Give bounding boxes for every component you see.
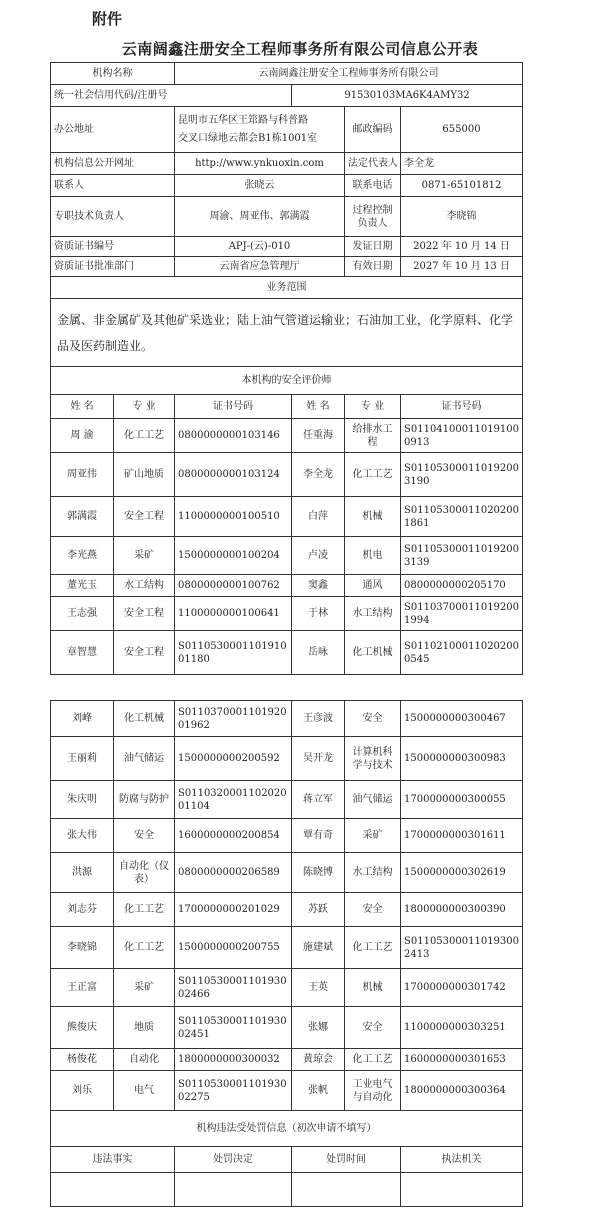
evaluator-major-1: 自动化 xyxy=(114,1049,175,1071)
evaluator-cert-2: 1800000000300390 xyxy=(401,893,523,927)
evaluator-cert-2: 1500000000302619 xyxy=(401,853,523,893)
evaluator-name-2: 覃有奇 xyxy=(292,819,345,853)
evaluator-name-1: 李光燕 xyxy=(51,537,114,575)
evaluator-major-1: 安全 xyxy=(114,819,175,853)
evaluator-name-1: 王志强 xyxy=(51,597,114,631)
evaluator-major-2: 化工工艺 xyxy=(345,1049,401,1071)
evaluator-major-2: 化工机械 xyxy=(345,631,401,675)
evaluator-name-2: 黄琼会 xyxy=(292,1049,345,1071)
evaluator-name-2: 白萍 xyxy=(292,497,345,537)
website-label: 机构信息公开网址 xyxy=(51,153,175,175)
evaluator-cert-2: S011053000110193002413 xyxy=(401,927,523,969)
evaluator-major-1: 电气 xyxy=(114,1071,175,1111)
evaluator-rows-page1 xyxy=(51,419,523,675)
evaluator-row xyxy=(51,419,523,453)
evaluator-name-1: 郭满霞 xyxy=(51,497,114,537)
evaluator-rows-page2 xyxy=(51,701,523,1111)
evaluator-cert-2: 1100000000303251 xyxy=(401,1007,523,1049)
evaluator-cert-1: S011032000110202001104 xyxy=(175,781,292,819)
valid-date-value: 2027 年 10 月 13 日 xyxy=(401,257,523,277)
address-line-1: 昆明市五华区王筇路与科普路 xyxy=(178,114,308,126)
legal-rep-label: 法定代表人 xyxy=(345,153,401,175)
evaluator-major-2: 化工工艺 xyxy=(345,453,401,497)
cert-no-label: 资质证书编号 xyxy=(51,237,175,257)
col-header-cert-1: 证书号码 xyxy=(175,395,292,419)
evaluator-cert-1: S011053000110193002451 xyxy=(175,1007,292,1049)
process-lead-value: 李晓锦 xyxy=(401,197,523,237)
evaluator-cert-2: S011037000110192001994 xyxy=(401,597,523,631)
row-credit-code xyxy=(51,85,523,107)
evaluator-cert-2: 1800000000300364 xyxy=(401,1071,523,1111)
credit-code-label: 统一社会信用代码/注册号 xyxy=(51,85,292,107)
evaluator-cert-1: 1600000000200854 xyxy=(175,819,292,853)
evaluator-major-2: 油气储运 xyxy=(345,781,401,819)
evaluator-major-2: 水工结构 xyxy=(345,853,401,893)
evaluator-cert-1: 1100000000100510 xyxy=(175,497,292,537)
page-title: 云南阔鑫注册安全工程师事务所有限公司信息公开表 xyxy=(121,40,479,58)
row-approval-dept xyxy=(51,257,523,277)
evaluator-row xyxy=(51,1007,523,1049)
attachment-label: 附件 xyxy=(92,10,123,28)
evaluator-major-2: 计算机科学与技术 xyxy=(345,737,401,781)
evaluator-major-1: 水工结构 xyxy=(114,575,175,597)
penalty-empty-row xyxy=(51,1173,523,1207)
evaluator-name-1: 刘志芬 xyxy=(51,893,114,927)
approval-dept-label: 资质证书批准部门 xyxy=(51,257,175,277)
evaluator-cert-1: S011037000110192001962 xyxy=(175,701,292,737)
evaluator-row xyxy=(51,853,523,893)
row-cert-no xyxy=(51,237,523,257)
evaluator-name-1: 杨俊花 xyxy=(51,1049,114,1071)
evaluator-cert-1: S011053000110193002466 xyxy=(175,969,292,1007)
evaluators-label: 本机构的安全评价师 xyxy=(51,367,523,395)
evaluator-name-1: 刘峰 xyxy=(51,701,114,737)
penalty-authority-cell xyxy=(401,1173,523,1207)
info-table-page2 xyxy=(50,700,523,1207)
evaluator-cert-1: 1500000000200592 xyxy=(175,737,292,781)
evaluator-cert-1: 0800000000100762 xyxy=(175,575,292,597)
evaluator-cert-1: 0800000000206589 xyxy=(175,853,292,893)
evaluator-major-2: 机械 xyxy=(345,969,401,1007)
col-header-name-2: 姓 名 xyxy=(292,395,345,419)
evaluator-major-2: 机电 xyxy=(345,537,401,575)
evaluator-name-1: 章智慧 xyxy=(51,631,114,675)
row-org-name xyxy=(51,63,523,85)
evaluator-row xyxy=(51,1049,523,1071)
evaluator-cert-2: 1700000000300055 xyxy=(401,781,523,819)
evaluator-name-1: 董光玉 xyxy=(51,575,114,597)
evaluator-cert-2: 1600000000301653 xyxy=(401,1049,523,1071)
evaluator-major-1: 地质 xyxy=(114,1007,175,1049)
tech-lead-value: 周渝、周亚伟、郭满霞 xyxy=(175,197,345,237)
evaluator-name-2: 张帆 xyxy=(292,1071,345,1111)
evaluator-name-1: 朱庆明 xyxy=(51,781,114,819)
evaluator-cert-2: 1500000000300983 xyxy=(401,737,523,781)
penalty-header-decision: 处罚决定 xyxy=(175,1147,292,1173)
evaluator-cert-2: 1700000000301742 xyxy=(401,969,523,1007)
evaluator-row xyxy=(51,537,523,575)
tech-lead-label: 专职技术负责人 xyxy=(51,197,175,237)
evaluator-cert-1: S011053000110191001180 xyxy=(175,631,292,675)
evaluator-major-2: 化工工艺 xyxy=(345,927,401,969)
valid-date-label: 有效日期 xyxy=(345,257,401,277)
evaluator-major-1: 自动化（仪表） xyxy=(114,853,175,893)
evaluator-name-2: 任重海 xyxy=(292,419,345,453)
evaluator-major-2: 安全 xyxy=(345,893,401,927)
evaluator-cert-1: 1500000000200755 xyxy=(175,927,292,969)
phone-value: 0871-65101812 xyxy=(401,175,523,197)
evaluator-cert-1: S011053000110193002275 xyxy=(175,1071,292,1111)
evaluator-column-headers xyxy=(51,395,523,419)
evaluator-cert-1: 1800000000300032 xyxy=(175,1049,292,1071)
evaluator-name-1: 王正富 xyxy=(51,969,114,1007)
evaluator-row xyxy=(51,631,523,675)
process-lead-label: 过程控制负责人 xyxy=(345,197,401,237)
row-evaluator-header xyxy=(51,367,523,395)
evaluator-row xyxy=(51,701,523,737)
contact-value: 张晓云 xyxy=(175,175,345,197)
website-link[interactable]: http://www.ynkuoxin.com xyxy=(175,153,345,175)
scope-text: 金属、非金属矿及其他矿采选业；陆上油气管道运输业；石油加工业，化学原料、化学品及医药制造业。 xyxy=(51,299,523,367)
row-contact xyxy=(51,175,523,197)
scope-label: 业务范围 xyxy=(51,277,523,299)
row-scope-text xyxy=(51,299,523,367)
evaluator-major-1: 安全工程 xyxy=(114,497,175,537)
evaluator-row xyxy=(51,893,523,927)
info-table-page1 xyxy=(50,62,523,675)
evaluator-name-2: 施建斌 xyxy=(292,927,345,969)
evaluator-name-1: 洪源 xyxy=(51,853,114,893)
evaluator-name-1: 张大伟 xyxy=(51,819,114,853)
evaluator-name-2: 窦鑫 xyxy=(292,575,345,597)
row-tech-lead xyxy=(51,197,523,237)
evaluator-cert-2: 1500000000300467 xyxy=(401,701,523,737)
penalty-header-time: 处罚时间 xyxy=(292,1147,401,1173)
issue-date-label: 发证日期 xyxy=(345,237,401,257)
evaluator-major-1: 化工机械 xyxy=(114,701,175,737)
evaluator-major-2: 通风 xyxy=(345,575,401,597)
evaluator-major-1: 化工工艺 xyxy=(114,419,175,453)
evaluator-major-2: 给排水工程 xyxy=(345,419,401,453)
evaluator-name-1: 熊俊庆 xyxy=(51,1007,114,1049)
evaluator-row xyxy=(51,575,523,597)
evaluator-cert-2: S011053000110192003139 xyxy=(401,537,523,575)
row-penalty-header xyxy=(51,1111,523,1147)
evaluator-cert-2: 1700000000301611 xyxy=(401,819,523,853)
address-line-2: 交叉口绿地云都会B1栋1001室 xyxy=(178,132,318,144)
evaluator-cert-2: 0800000000205170 xyxy=(401,575,523,597)
evaluator-major-1: 矿山地质 xyxy=(114,453,175,497)
evaluator-name-2: 苏跃 xyxy=(292,893,345,927)
evaluator-major-2: 安全 xyxy=(345,701,401,737)
evaluator-major-1: 化工工艺 xyxy=(114,927,175,969)
evaluator-cert-1: 1700000000201029 xyxy=(175,893,292,927)
evaluator-row xyxy=(51,927,523,969)
evaluator-name-1: 王丽莉 xyxy=(51,737,114,781)
evaluator-major-1: 油气储运 xyxy=(114,737,175,781)
evaluator-major-1: 化工工艺 xyxy=(114,893,175,927)
evaluator-major-2: 机械 xyxy=(345,497,401,537)
evaluator-name-1: 周亚伟 xyxy=(51,453,114,497)
row-website xyxy=(51,153,523,175)
contact-label: 联系人 xyxy=(51,175,175,197)
row-scope-header xyxy=(51,277,523,299)
evaluator-cert-2: S011053000110202001861 xyxy=(401,497,523,537)
evaluator-name-2: 吴开龙 xyxy=(292,737,345,781)
evaluator-major-1: 采矿 xyxy=(114,537,175,575)
col-header-name-1: 姓 名 xyxy=(51,395,114,419)
evaluator-major-2: 工业电气与自动化 xyxy=(345,1071,401,1111)
approval-dept-value: 云南省应急管理厅 xyxy=(175,257,345,277)
evaluator-cert-2: S011021000110202000545 xyxy=(401,631,523,675)
org-name-label: 机构名称 xyxy=(51,63,175,85)
org-name-value: 云南阔鑫注册安全工程师事务所有限公司 xyxy=(175,63,523,85)
col-header-major-2: 专 业 xyxy=(345,395,401,419)
penalty-header-fact: 违法事实 xyxy=(51,1147,175,1173)
evaluator-major-1: 安全工程 xyxy=(114,631,175,675)
cert-no-value: APJ-(云)-010 xyxy=(175,237,345,257)
postcode-label: 邮政编码 xyxy=(345,107,401,153)
penalty-decision-cell xyxy=(175,1173,292,1207)
evaluator-name-2: 李全龙 xyxy=(292,453,345,497)
evaluator-cert-1: 1100000000100641 xyxy=(175,597,292,631)
evaluator-name-1: 刘乐 xyxy=(51,1071,114,1111)
issue-date-value: 2022 年 10 月 14 日 xyxy=(401,237,523,257)
evaluator-major-2: 安全 xyxy=(345,1007,401,1049)
evaluator-major-1: 采矿 xyxy=(114,969,175,1007)
evaluator-row xyxy=(51,781,523,819)
evaluator-cert-2: S011053000110192003190 xyxy=(401,453,523,497)
evaluator-name-2: 卢凌 xyxy=(292,537,345,575)
evaluator-name-1: 李晓锦 xyxy=(51,927,114,969)
evaluator-name-2: 岳咏 xyxy=(292,631,345,675)
evaluator-cert-2: S011041000110191000913 xyxy=(401,419,523,453)
evaluator-name-2: 陈晓博 xyxy=(292,853,345,893)
evaluator-row xyxy=(51,819,523,853)
penalty-label: 机构违法受处罚信息（初次申请不填写） xyxy=(51,1111,523,1147)
evaluator-major-2: 采矿 xyxy=(345,819,401,853)
address-value xyxy=(175,107,345,153)
legal-rep-value: 李全龙 xyxy=(401,153,523,175)
evaluator-row xyxy=(51,597,523,631)
penalty-fact-cell xyxy=(51,1173,175,1207)
penalty-time-cell xyxy=(292,1173,401,1207)
evaluator-row xyxy=(51,737,523,781)
evaluator-name-2: 于林 xyxy=(292,597,345,631)
row-address xyxy=(51,107,523,153)
phone-label: 联系电话 xyxy=(345,175,401,197)
evaluator-major-2: 水工结构 xyxy=(345,597,401,631)
credit-code-value: 91530103MA6K4AMY32 xyxy=(292,85,523,107)
evaluator-major-1: 防腐与防护 xyxy=(114,781,175,819)
penalty-column-headers xyxy=(51,1147,523,1173)
evaluator-row xyxy=(51,497,523,537)
evaluator-major-1: 安全工程 xyxy=(114,597,175,631)
address-label: 办公地址 xyxy=(51,107,175,153)
evaluator-row xyxy=(51,969,523,1007)
col-header-cert-2: 证书号码 xyxy=(401,395,523,419)
evaluator-name-2: 张娜 xyxy=(292,1007,345,1049)
col-header-major-1: 专 业 xyxy=(114,395,175,419)
evaluator-name-2: 蒋立军 xyxy=(292,781,345,819)
evaluator-name-2: 王彦波 xyxy=(292,701,345,737)
penalty-header-authority: 执法机关 xyxy=(401,1147,523,1173)
evaluator-name-1: 周 渝 xyxy=(51,419,114,453)
evaluator-row xyxy=(51,1071,523,1111)
evaluator-cert-1: 1500000000100204 xyxy=(175,537,292,575)
postcode-value: 655000 xyxy=(401,107,523,153)
evaluator-name-2: 王英 xyxy=(292,969,345,1007)
evaluator-row xyxy=(51,453,523,497)
evaluator-cert-1: 0800000000103146 xyxy=(175,419,292,453)
evaluator-cert-1: 0800000000103124 xyxy=(175,453,292,497)
